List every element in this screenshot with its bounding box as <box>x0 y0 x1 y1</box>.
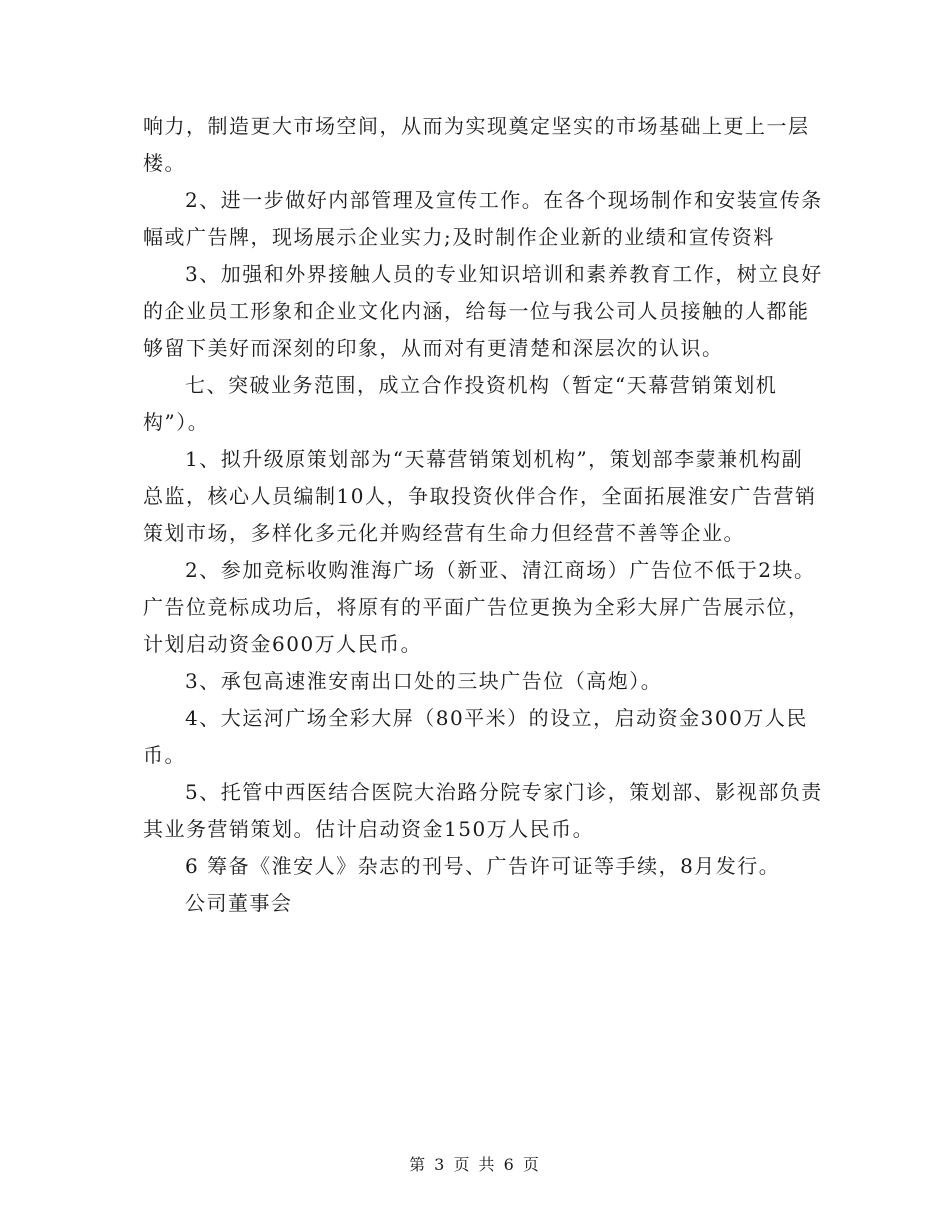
paragraph: 5、托管中西医结合医院大治路分院专家门诊，策划部、影视部负责其业务营销策划。估计启动资金150万人民币。 <box>143 780 823 841</box>
paragraph: 6 筹备《淮安人》杂志的刊号、广告许可证等手续，8月发行。 <box>185 854 781 878</box>
paragraph: 2、参加竞标收购淮海广场（新亚、清江商场）广告位不低于2块。广告位竞标成功后，将原有的平面广告位更换为全彩大屏广告展示位，计划启动资金600万人民币。 <box>143 558 816 656</box>
paragraph: 七、突破业务范围，成立合作投资机构（暂定“天幕营销策划机构”）。 <box>143 373 778 434</box>
paragraph: 2、进一步做好内部管理及宣传工作。在各个现场制作和安装宣传条幅或广告牌，现场展示企业实力;及时制作企业新的业绩和宣传资料 <box>143 188 823 249</box>
paragraph: 4、大运河广场全彩大屏（80平米）的设立，启动资金300万人民币。 <box>143 706 808 767</box>
signature-line: 公司董事会 <box>185 891 293 915</box>
paragraph: 响力，制造更大市场空间，从而为实现奠定坚实的市场基础上更上一层楼。 <box>143 114 810 175</box>
document-body <box>143 108 823 922</box>
paragraph: 3、承包高速淮安南出口处的三块广告位（高炮）。 <box>185 669 663 693</box>
page-footer: 第 3 页 共 6 页 <box>409 1155 541 1174</box>
paragraph: 1、拟升级原策划部为“天幕营销策划机构”，策划部李蒙兼机构副总监，核心人员编制10人，争取投资伙伴合作，全面拓展淮安广告营销策划市场，多样化多元化并购经营有生命力但经营不善等企业。 <box>143 447 817 545</box>
paragraph: 3、加强和外界接触人员的专业知识培训和素养教育工作，树立良好的企业员工形象和企业文化内涵，给每一位与我公司人员接触的人都能够留下美好而深刻的印象，从而对有更清楚和深层次的认识。 <box>143 262 823 360</box>
